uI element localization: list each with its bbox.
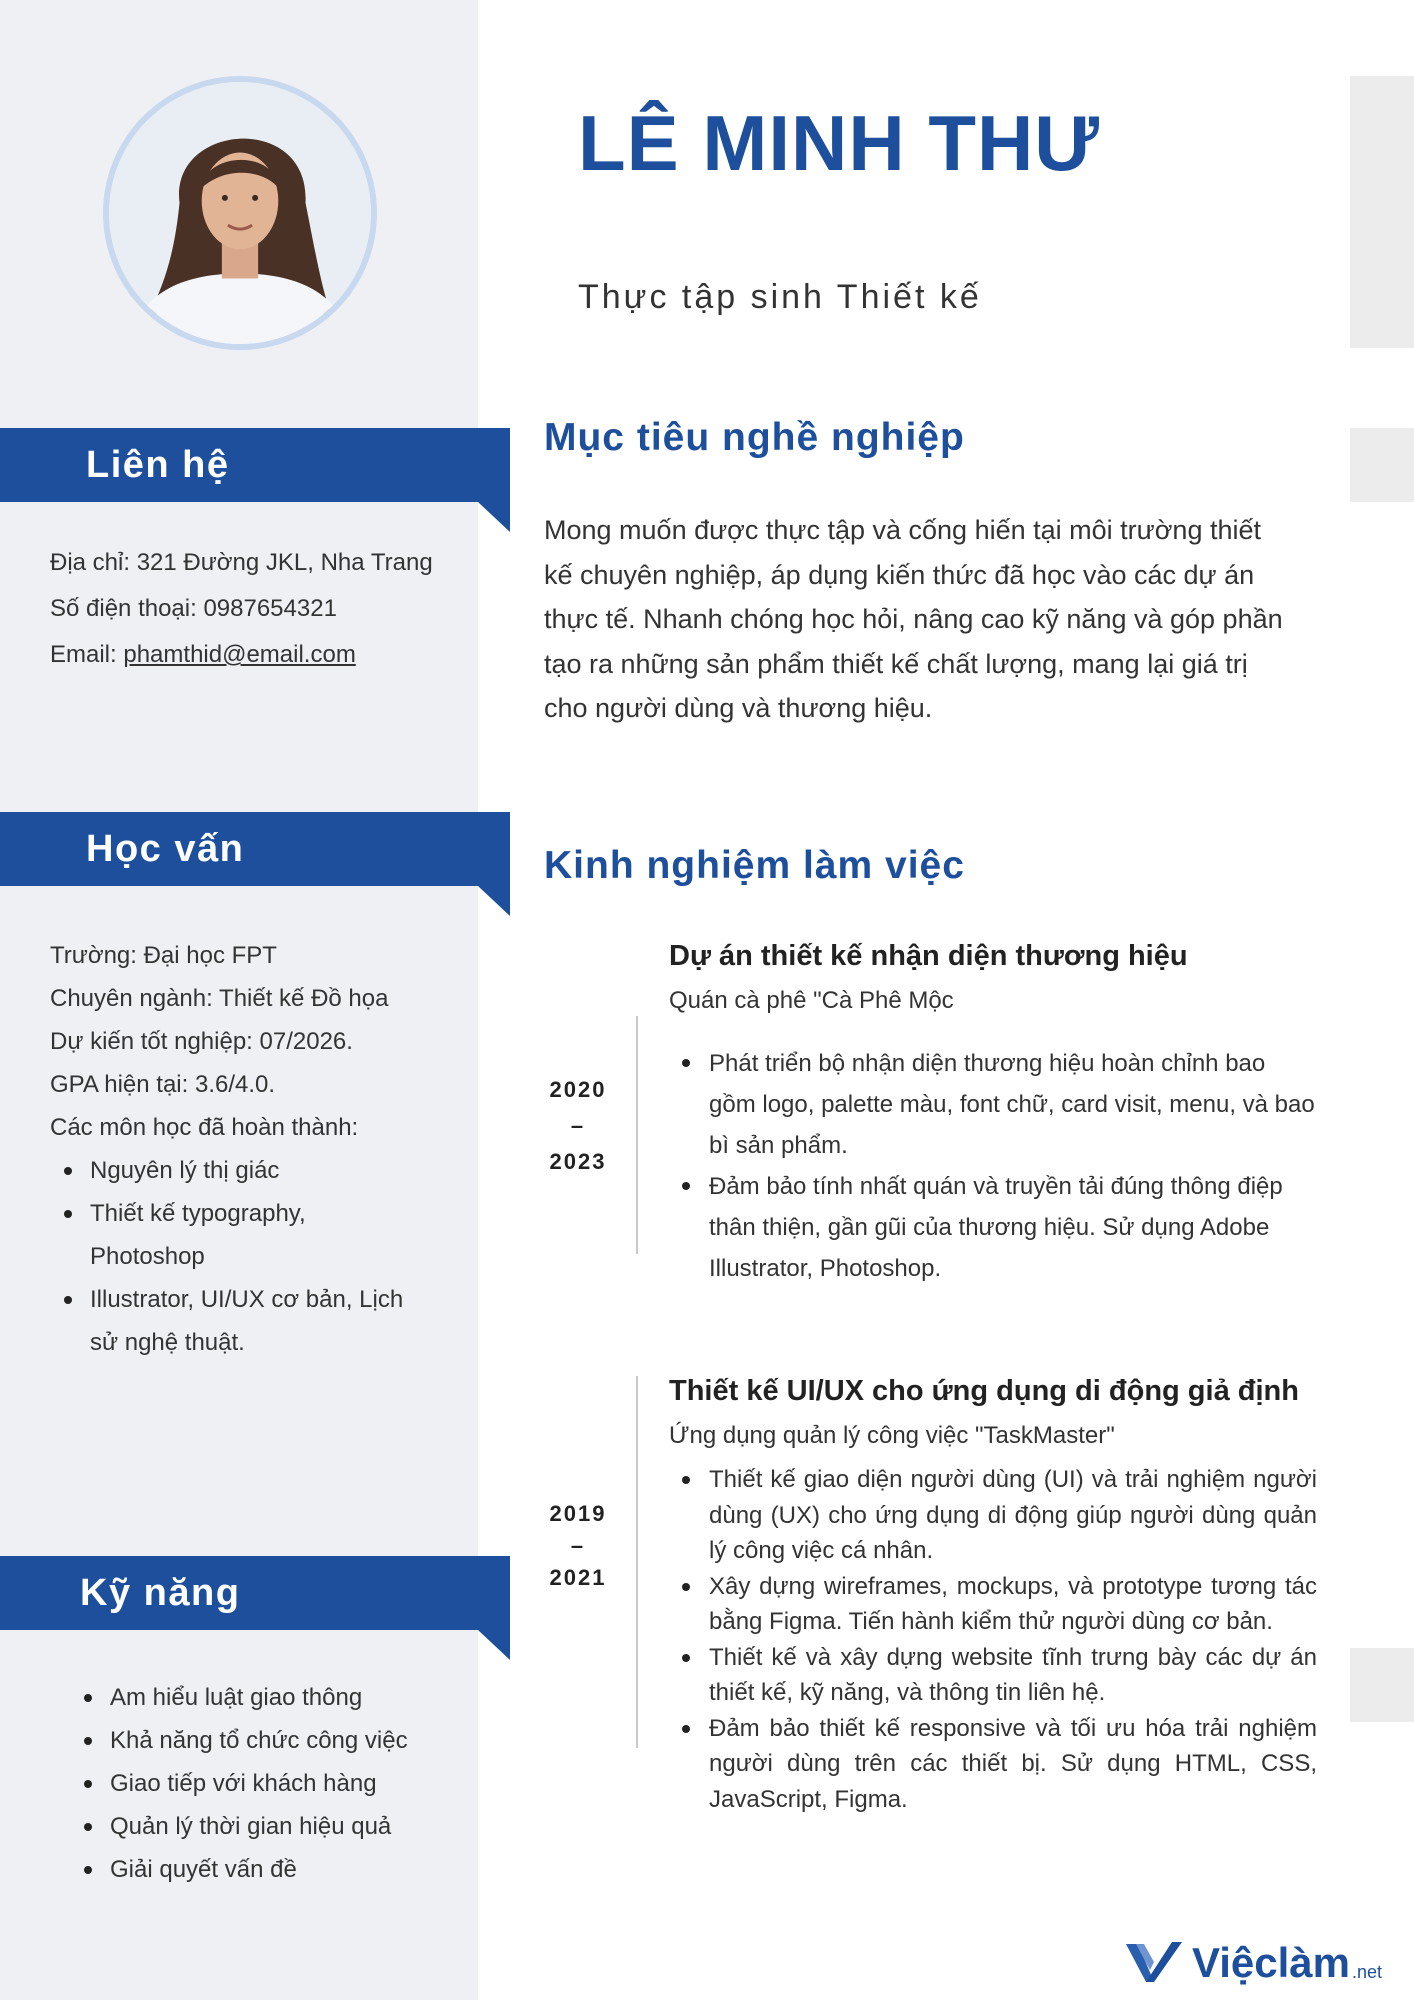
job-company: Ứng dụng quản lý công việc "TaskMaster": [669, 1422, 1115, 1449]
education-graduation: Dự kiến tốt nghiệp: 07/2026.: [50, 1028, 353, 1055]
courses-list: [50, 1149, 410, 1364]
education-courses-label: Các môn học đã hoàn thành:: [50, 1114, 359, 1141]
skills-list: [70, 1676, 430, 1891]
skills-band: [0, 1556, 510, 1630]
brand-logo[interactable]: [1124, 1938, 1382, 1988]
contact-phone: Số điện thoại: 0987654321: [50, 595, 337, 622]
education-school: Trường: Đại học FPT: [50, 942, 277, 969]
brand-tld: .net: [1352, 1961, 1383, 1982]
objective-text: Mong muốn được thực tập và cống hiến tại môi trường thiết kế chuyên nghiệp, áp dụng kiến thức đã học vào các dự án thực tế. Nhanh chóng học hỏi, nâng cao kỹ năng và góp phần tạo ra những sản phẩm thiết kế chất lượng, mang lại giá trị cho người dùng và thương hiệu.: [544, 515, 1283, 723]
job-bullets: [669, 1043, 1317, 1289]
person-portrait-icon: [109, 82, 371, 344]
year-dash: –: [570, 1533, 586, 1558]
list-item: Thiết kế và xây dựng website tĩnh trưng bày các dự án thiết kế, kỹ năng, và thông tin liên hệ.: [669, 1640, 1317, 1711]
education-major: Chuyên ngành: Thiết kế Đồ họa: [50, 985, 389, 1012]
job-company: Quán cà phê "Cà Phê Mộc: [669, 987, 954, 1014]
edge-decoration: [1350, 1648, 1414, 1722]
brand-name: Việclàm: [1192, 1939, 1351, 1986]
ribbon-fold: [478, 1630, 510, 1660]
contact-email-label: Email:: [50, 641, 124, 668]
edge-decoration: [1350, 76, 1414, 348]
job-title-heading: Thiết kế UI/UX cho ứng dụng di động giả định: [669, 1375, 1299, 1407]
year-end: 2023: [549, 1149, 607, 1174]
job-title-heading: Dự án thiết kế nhận diện thương hiệu: [669, 940, 1188, 972]
skills-info: [70, 1676, 430, 1891]
education-band: [0, 812, 510, 886]
experience-heading: Kinh nghiệm làm việc: [544, 844, 965, 887]
year-start: 2020: [549, 1077, 607, 1102]
job-title: Thực tập sinh Thiết kế: [578, 278, 982, 316]
contact-band: [0, 428, 510, 502]
education-info: [50, 934, 410, 1364]
checkmark-logo-icon: [1124, 1940, 1184, 1986]
contact-address: Địa chỉ: 321 Đường JKL, Nha Trang: [50, 549, 433, 576]
list-item: Quản lý thời gian hiệu quả: [70, 1805, 430, 1848]
contact-email-row: [50, 632, 433, 678]
list-item: Am hiểu luật giao thông: [70, 1676, 430, 1719]
contact-heading: Liên hệ: [86, 444, 230, 486]
ribbon-fold: [478, 502, 510, 532]
edge-decoration: [1350, 428, 1414, 502]
ribbon-fold: [478, 886, 510, 916]
job-bullets: [669, 1462, 1317, 1817]
timeline-line: [636, 1376, 638, 1748]
contact-info: [50, 540, 433, 678]
list-item: Thiết kế giao diện người dùng (UI) và trải nghiệm người dùng (UX) cho ứng dụng di động giúp người dùng quản lý công việc cá nhân.: [669, 1462, 1317, 1569]
job-years: [540, 1072, 616, 1180]
avatar: [103, 76, 377, 350]
education-gpa: GPA hiện tại: 3.6/4.0.: [50, 1071, 276, 1098]
list-item: Khả năng tổ chức công việc: [70, 1719, 430, 1762]
education-heading: Học vấn: [86, 828, 245, 870]
list-item: Đảm bảo tính nhất quán và truyền tải đúng thông điệp thân thiện, gần gũi của thương hiệu. Sử dụng Adobe Illustrator, Photoshop.: [669, 1166, 1317, 1289]
candidate-name: LÊ MINH THƯ: [578, 99, 1100, 187]
list-item: Giao tiếp với khách hàng: [70, 1762, 430, 1805]
list-item: Phát triển bộ nhận diện thương hiệu hoàn chỉnh bao gồm logo, palette màu, font chữ, card visit, menu, và bao bì sản phẩm.: [669, 1043, 1317, 1166]
objective-heading: Mục tiêu nghề nghiệp: [544, 416, 965, 459]
year-end: 2021: [549, 1565, 607, 1590]
year-start: 2019: [549, 1501, 607, 1526]
list-item: Giải quyết vấn đề: [70, 1848, 430, 1891]
list-item: Đảm bảo thiết kế responsive và tối ưu hóa trải nghiệm người dùng trên các thiết bị. Sử dụng HTML, CSS, JavaScript, Figma.: [669, 1711, 1317, 1818]
skills-heading: Kỹ năng: [80, 1572, 241, 1614]
list-item: Illustrator, UI/UX cơ bản, Lịch sử nghệ thuật.: [50, 1278, 410, 1364]
list-item: Thiết kế typography, Photoshop: [50, 1192, 410, 1278]
year-dash: –: [570, 1113, 586, 1138]
list-item: Xây dựng wireframes, mockups, và prototype tương tác bằng Figma. Tiến hành kiểm thử người dùng cơ bản.: [669, 1569, 1317, 1640]
email-link[interactable]: phamthid@email.com: [123, 641, 356, 668]
profile-photo: [109, 82, 371, 344]
list-item: Nguyên lý thị giác: [50, 1149, 410, 1192]
job-years: [540, 1496, 616, 1596]
timeline-line: [636, 1016, 638, 1254]
